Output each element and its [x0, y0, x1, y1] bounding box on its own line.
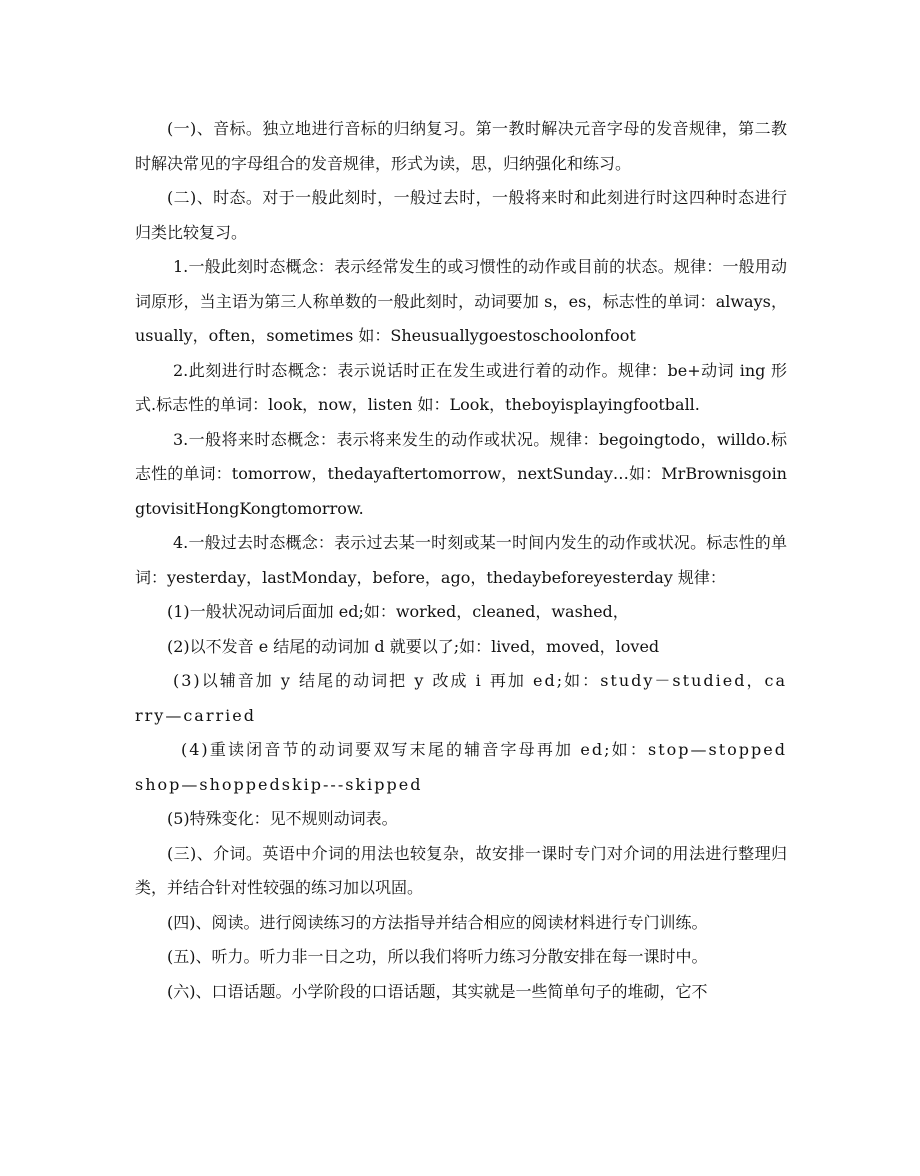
- paragraph-rule-3: (3)以辅音加 y 结尾的动词把 y 改成 i 再加 ed;如：study－studied，carry—carried: [135, 671, 787, 725]
- document-body: [135, 112, 787, 1009]
- paragraph-reading: (四)、阅读。进行阅读练习的方法指导并结合相应的阅读材料进行专门训练。: [167, 912, 708, 932]
- paragraph-rule-2: (2)以不发音 e 结尾的动词加 d 就要以了;如：lived，moved，loved: [167, 636, 660, 656]
- paragraph-simple-future: 3.一般将来时态概念：表示将来发生的动作或状况。规律：begoingtodo，willdo.标志性的单词：tomorrow，thedayaftertomorrow，nextSunday…如：MrBrownisgoingtovisitHongKongtomorrow.: [135, 429, 787, 518]
- paragraph-simple-past: 4.一般过去时态概念：表示过去某一时刻或某一时间内发生的动作或状况。标志性的单词：yesterday，lastMonday，before，ago，thedaybeforeyesterday 规律：: [135, 533, 787, 587]
- paragraph-rule-4: (4)重读闭音节的动词要双写末尾的辅音字母再加 ed;如：stop—stoppedshop—shoppedskip---skipped: [135, 740, 787, 794]
- paragraph-tenses: (二)、时态。对于一般此刻时，一般过去时，一般将来时和此刻进行时这四种时态进行归类比较复习。: [135, 188, 787, 242]
- paragraph-listening: (五)、听力。听力非一日之功，所以我们将听力练习分散安排在每一课时中。: [167, 947, 708, 966]
- paragraph-rule-1: (1)一般状况动词后面加 ed;如：worked，cleaned，washed，: [167, 602, 629, 621]
- paragraph-phonetics: (一)、音标。独立地进行音标的归纳复习。第一教时解决元音字母的发音规律，第二教时解决常见的字母组合的发音规律，形式为读，思，归纳强化和练习。: [135, 119, 787, 173]
- paragraph-rule-5: (5)特殊变化：见不规则动词表。: [167, 809, 398, 828]
- paragraph-prepositions: (三)、介词。英语中介词的用法也较复杂，故安排一课时专门对介词的用法进行整理归类，并结合针对性较强的练习加以巩固。: [135, 843, 787, 897]
- paragraph-oral-topics: (六)、口语话题。小学阶段的口语话题，其实就是一些简单句子的堆砌，它不: [167, 981, 708, 1001]
- paragraph-simple-present: 1.一般此刻时态概念：表示经常发生的或习惯性的动作或目前的状态。规律：一般用动词原形，当主语为第三人称单数的一般此刻时，动词要加 s，es，标志性的单词：always，usually，often，sometimes 如：Sheusuallygoestoschoolonfoot: [135, 257, 787, 345]
- paragraph-present-continuous: 2.此刻进行时态概念：表示说话时正在发生或进行着的动作。规律：be+动词 ing 形式.标志性的单词：look，now，listen 如：Look，theboyisplayingfootball.: [135, 360, 787, 414]
